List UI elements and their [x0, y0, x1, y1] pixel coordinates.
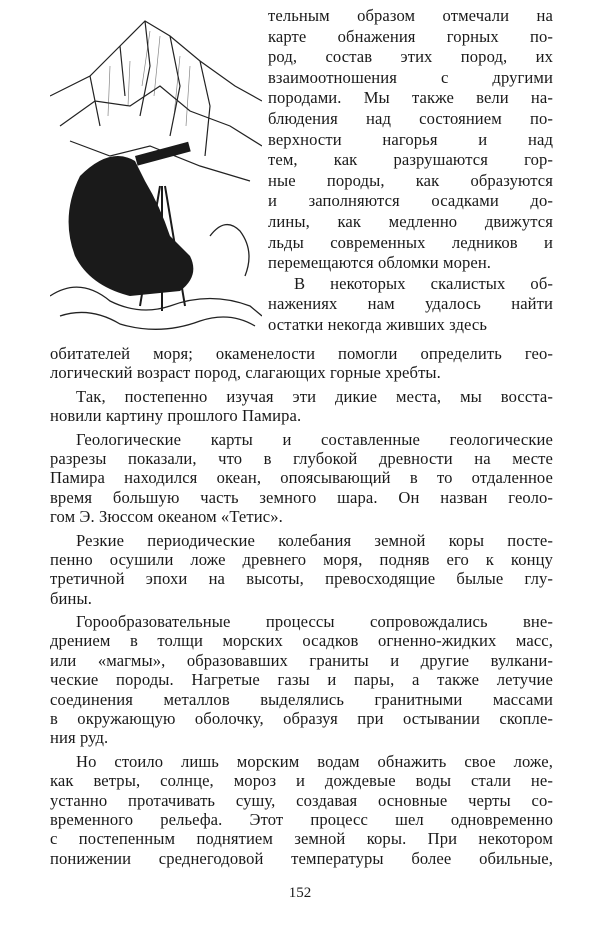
text-line: время большую часть земного шара. Он назван геоло-	[50, 487, 553, 507]
text-line: Геологические карты и составленные геологические	[76, 429, 553, 449]
text-line: В некоторых скалистых об-	[294, 273, 553, 293]
text-line: гом Э. Зюссом океаном «Тетис».	[50, 507, 283, 527]
text-line: обитателей моря; окаменелости помогли определить гео-	[50, 344, 553, 363]
text-line: тельным образом отмечали на	[268, 6, 553, 25]
page-number: 152	[288, 885, 312, 901]
paragraph	[50, 344, 553, 383]
text-line: род, состав этих пород, их	[268, 47, 553, 67]
text-line: Резкие периодические колебания земной коры посте-	[76, 530, 553, 550]
text-line: пенно осушили ложе древнего моря, подняв его к концу	[50, 549, 553, 569]
text-line: ния руд.	[50, 728, 109, 748]
text-line: разрезы показали, что в глубокой древности на месте	[50, 448, 553, 468]
text-line: Но стоило лишь морским водам обнажить свое ложе,	[76, 751, 553, 771]
text-line: третичной эпохи на высоты, превосходящие былые глу-	[50, 569, 553, 589]
text-line: устанно протачивать сушу, создавая основные черты со-	[50, 790, 553, 810]
text-line: тем, как разрушаются гор-	[268, 150, 553, 170]
text-line: в окружающую оболочку, образуя при остывании скопле-	[50, 709, 553, 729]
text-line: лины, как медленно движутся	[268, 211, 553, 231]
text-line: Памира находился океан, опоясывающий в то отдаленное	[50, 468, 553, 488]
paragraph	[268, 6, 553, 274]
illustration-geologist	[50, 6, 262, 341]
text-line: верхности нагорья и над	[268, 129, 553, 149]
paragraph	[50, 531, 553, 609]
text-line: и заполняются осадками до-	[268, 191, 553, 211]
text-line: новили картину прошлого Памира.	[50, 406, 302, 426]
text-line: или «магмы», образовавших граниты и другие вулкани-	[50, 650, 553, 670]
text-line: понижении среднегодовой температуры более обильные,	[50, 848, 553, 868]
text-column-beside-illustration	[268, 6, 553, 336]
paragraph	[268, 274, 553, 336]
text-line: Горообразовательные процессы сопровождались вне-	[76, 612, 553, 632]
text-line: соединения металлов выделялись гранитными массами	[50, 689, 553, 709]
mountain-sketch-icon	[50, 6, 262, 341]
text-line: временного рельефа. Этот процесс шел одновременно	[50, 809, 553, 829]
text-line: логический возраст пород, слагающих горные хребты.	[50, 363, 441, 383]
text-line: Так, постепенно изучая эти дикие места, мы восста-	[76, 386, 553, 406]
text-line: остатки некогда живших здесь	[268, 314, 487, 334]
text-line: льды современных ледников и	[268, 232, 553, 252]
text-line: блюдения над состоянием по-	[268, 108, 553, 128]
text-line: бины.	[50, 588, 93, 608]
text-line: с постепенным поднятием земной коры. При некотором	[50, 829, 553, 849]
text-line: ные породы, как образуются	[268, 170, 553, 190]
text-line: дрением в толщи морских осадков огненно-жидких масс,	[50, 631, 553, 651]
paragraph	[50, 612, 553, 748]
text-line: карте обнажения горных по-	[268, 26, 553, 46]
text-line: как ветры, солнце, мороз и дождевые воды стали не-	[50, 771, 553, 791]
paragraph	[50, 387, 553, 426]
main-text	[50, 344, 553, 868]
text-line: ческие породы. Нагретые газы и пары, а также летучие	[50, 670, 553, 690]
text-line: породами. Мы также вели на-	[268, 88, 553, 108]
paragraph	[50, 752, 553, 868]
text-line: перемещаются обломки морен.	[268, 253, 492, 273]
text-line: нажениях нам удалось найти	[268, 294, 553, 314]
text-line: взаимоотношения с другими	[268, 67, 553, 87]
paragraph	[50, 430, 553, 527]
